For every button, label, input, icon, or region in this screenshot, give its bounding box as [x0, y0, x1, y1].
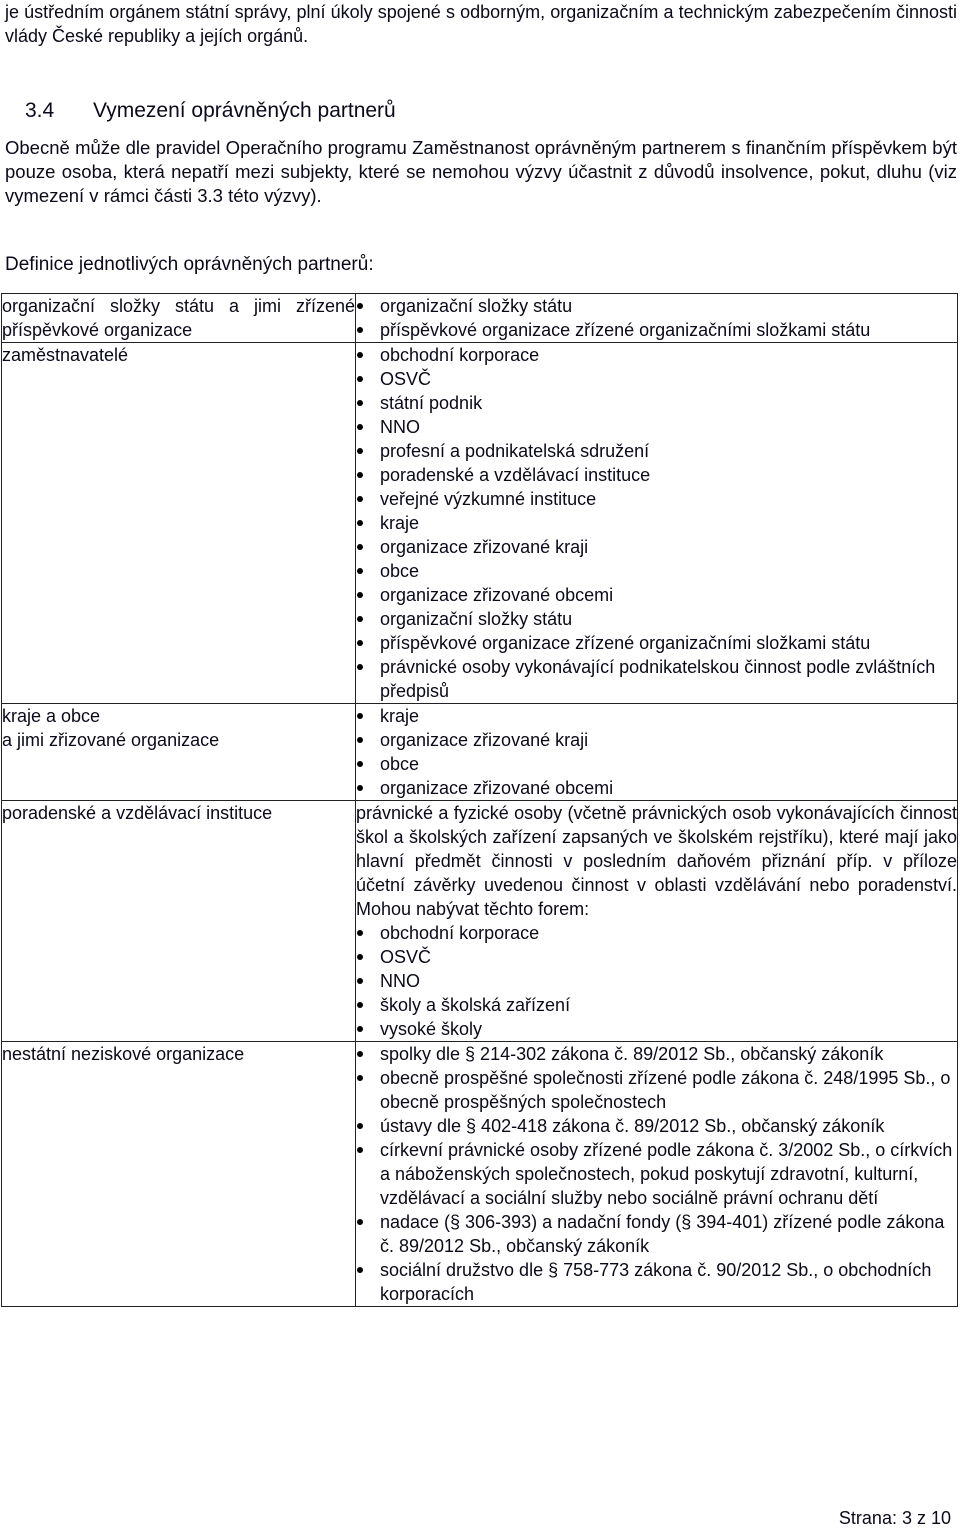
- partner-category-label: poradenské a vzdělávací instituce: [2, 803, 273, 823]
- partners-table: [1, 293, 958, 1307]
- list-item: církevní právnické osoby zřízené podle zákona č. 3/2002 Sb., o církvích a náboženských společnostech, pokud poskytují zdravotní, kulturní, vzdělávací a sociální služby nebo sociálně právní ochranu dětí: [356, 1138, 957, 1210]
- list-item: kraje: [356, 704, 957, 728]
- list-item: organizace zřizované obcemi: [356, 776, 957, 800]
- list-item: organizace zřizované obcemi: [356, 583, 957, 607]
- partner-category-label: a jimi zřizované organizace: [2, 730, 220, 750]
- partner-type-list: [356, 921, 957, 1041]
- list-item: státní podnik: [356, 391, 957, 415]
- list-item: organizace zřizované kraji: [356, 728, 957, 752]
- partner-types-cell: [356, 704, 958, 801]
- section-heading: [5, 97, 955, 125]
- list-item: obce: [356, 559, 957, 583]
- partner-description: právnické a fyzické osoby (včetně právnických osob vykonávajících činnost škol a školských zařízení zapsaných ve školském rejstříku), které mají jako hlavní předmět činnosti v posledním daňovém přiznání příp. v příloze účetní závěrky uvedenou činnost v oblasti vzdělávání nebo poradenství. Mohou nabývat těchto forem:: [356, 803, 957, 919]
- partner-category-cell: [2, 343, 356, 704]
- page-number: Strana: 3 z 10: [838, 1508, 951, 1528]
- list-item: příspěvkové organizace zřízené organizačními složkami státu: [356, 318, 957, 342]
- table-row: [2, 1042, 958, 1307]
- definitions-heading: Definice jednotlivých oprávněných partnerů:: [5, 254, 374, 275]
- table-row: [2, 704, 958, 801]
- list-item: veřejné výzkumné instituce: [356, 487, 957, 511]
- list-item: OSVČ: [356, 945, 957, 969]
- list-item: obecně prospěšné společnosti zřízené podle zákona č. 248/1995 Sb., o obecně prospěšných společnostech: [356, 1066, 957, 1114]
- intro-paragraph: je ústředním orgánem státní správy, plní úkoly spojené s odborným, organizačním a technickým zabezpečením činnosti vlády České republiky a jejích orgánů.: [5, 2, 957, 46]
- list-item: obchodní korporace: [356, 921, 957, 945]
- list-item: sociální družstvo dle § 758-773 zákona č. 90/2012 Sb., o obchodních korporacích: [356, 1258, 957, 1306]
- partner-category-label: kraje a obce: [2, 706, 101, 726]
- list-item: obce: [356, 752, 957, 776]
- list-item: organizační složky státu: [356, 294, 957, 318]
- list-item: nadace (§ 306-393) a nadační fondy (§ 394-401) zřízené podle zákona č. 89/2012 Sb., občanský zákoník: [356, 1210, 957, 1258]
- section-title: Vymezení oprávněných partnerů: [93, 99, 396, 122]
- list-item: organizace zřizované kraji: [356, 535, 957, 559]
- partner-types-cell: [356, 1042, 958, 1307]
- list-item: spolky dle § 214-302 zákona č. 89/2012 Sb., občanský zákoník: [356, 1042, 957, 1066]
- partner-types-cell: [356, 343, 958, 704]
- list-item: organizační složky státu: [356, 607, 957, 631]
- table-row: [2, 294, 958, 343]
- partner-category-label: nestátní neziskové organizace: [2, 1044, 245, 1064]
- list-item: kraje: [356, 511, 957, 535]
- partner-types-cell: [356, 801, 958, 1042]
- partner-type-list: [356, 343, 957, 703]
- partner-category-label: organizační složky státu a jimi zřízené příspěvkové organizace: [2, 296, 355, 340]
- list-item: ústavy dle § 402-418 zákona č. 89/2012 Sb., občanský zákoník: [356, 1114, 957, 1138]
- partner-types-cell: [356, 294, 958, 343]
- list-item: NNO: [356, 415, 957, 439]
- section-number: 3.4: [25, 99, 55, 122]
- list-item: profesní a podnikatelská sdružení: [356, 439, 957, 463]
- list-item: příspěvkové organizace zřízené organizačními složkami státu: [356, 631, 957, 655]
- table-row: [2, 343, 958, 704]
- partner-type-list: [356, 704, 957, 800]
- partner-type-list: [356, 1042, 957, 1306]
- list-item: NNO: [356, 969, 957, 993]
- partner-category-cell: [2, 294, 356, 343]
- list-item: obchodní korporace: [356, 343, 957, 367]
- section-paragraph: Obecně může dle pravidel Operačního programu Zaměstnanost oprávněným partnerem s finančním příspěvkem být pouze osoba, která nepatří mezi subjekty, které se nemohou výzvy účastnit z důvodů insolvence, pokut, dluhu (viz vymezení v rámci části 3.3 této výzvy).: [5, 137, 957, 206]
- partner-type-list: [356, 294, 957, 342]
- partner-category-label: zaměstnavatelé: [2, 345, 129, 365]
- partners-table-body: [2, 294, 958, 1307]
- list-item: školy a školská zařízení: [356, 993, 957, 1017]
- list-item: právnické osoby vykonávající podnikatelskou činnost podle zvláštních předpisů: [356, 655, 957, 703]
- partner-category-cell: [2, 1042, 356, 1307]
- partner-category-cell: [2, 801, 356, 1042]
- partner-category-cell: [2, 704, 356, 801]
- list-item: vysoké školy: [356, 1017, 957, 1041]
- list-item: poradenské a vzdělávací instituce: [356, 463, 957, 487]
- list-item: OSVČ: [356, 367, 957, 391]
- table-row: [2, 801, 958, 1042]
